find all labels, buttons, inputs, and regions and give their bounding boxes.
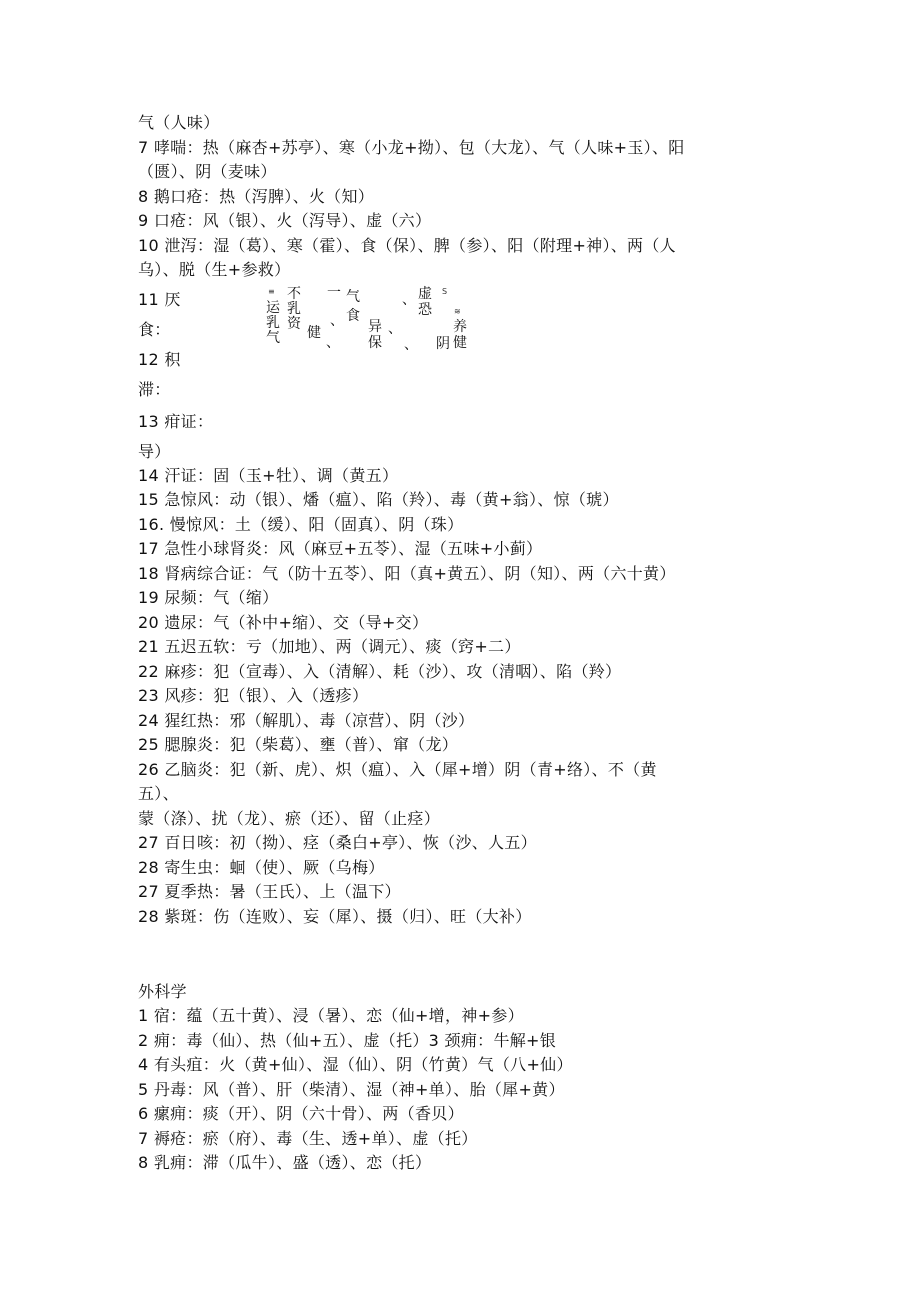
garble-char: 、 <box>402 292 416 308</box>
garble-char: 虚 <box>418 286 432 302</box>
text-line: 23 风疹：犯（银）、入（透疹） <box>138 686 369 705</box>
garble-mark: ≋ <box>454 307 461 316</box>
text-line: 15 急惊风：动（银）、燔（瘟）、陷（羚）、毒（黄+翁）、惊（琥） <box>138 490 619 509</box>
text-line: 14 汗证：固（玉+牡）、调（黄五） <box>138 466 399 485</box>
text-line: 7 哮喘：热（麻杏+苏亭）、寒（小龙+拗）、包（大龙）、气（人味+玉）、阳 <box>138 138 685 157</box>
text-line: 26 乙脑炎：犯（新、虎）、炽（瘟）、入（犀+增）阴（青+络）、不（黄 <box>138 760 657 779</box>
text-line: 五）、 <box>138 784 179 803</box>
text-line: 10 泄泻：湿（葛）、寒（霍）、食（保）、脾（参）、阳（附理+神）、两（人 <box>138 236 676 255</box>
row-12-label-cont: 滞： <box>138 380 171 399</box>
text-line: 25 腮腺炎：犯（柴葛）、壅（普）、窜（龙） <box>138 735 459 754</box>
text-line: 乌）、脱（生+参救） <box>138 260 291 279</box>
text-line: 27 夏季热：暑（王氏）、上（温下） <box>138 882 401 901</box>
text-line: 8 乳痈：滞（瓜牛）、盛（透）、恋（托） <box>138 1153 432 1172</box>
garble-char: 、 <box>388 321 402 337</box>
text-line: 17 急性小球肾炎：风（麻豆+五苓）、湿（五味+小蓟） <box>138 539 543 558</box>
garble-char: 不 <box>287 286 301 302</box>
text-line: 5 丹毒：风（普）、肝（柴清）、湿（神+单）、胎（犀+黄） <box>138 1080 565 1099</box>
garble-char: 、 <box>404 337 418 353</box>
text-line: 6 瘰痈：痰（开）、阴（六十骨）、两（香贝） <box>138 1104 464 1123</box>
garble-char: 一 <box>327 285 341 301</box>
garble-char: 资 <box>287 316 301 332</box>
text-line: 19 尿频：气（缩） <box>138 588 279 607</box>
text-line: 2 痈：毒（仙）、热（仙+五）、虚（托）3 颈痈：牛解+银 <box>138 1031 557 1050</box>
garble-char: 健 <box>453 335 467 351</box>
text-line: 蒙（涤）、扰（龙）、瘀（还）、留（止痉） <box>138 809 441 828</box>
garble-mark: S <box>442 287 448 296</box>
text-line: 28 寄生虫：蛔（使）、厥（乌梅） <box>138 858 385 877</box>
garble-char: 运 <box>266 300 280 316</box>
text-line: 21 五迟五软：亏（加地）、两（调元）、痰（窍+二） <box>138 637 521 656</box>
text-line: 27 百日咳：初（拗）、痉（桑白+亭）、恢（沙、人五） <box>138 833 537 852</box>
garble-char: 保 <box>368 335 382 351</box>
text-line: 16. 慢惊风：土（缓）、阳（固真）、阴（珠） <box>138 515 464 534</box>
garble-mark: ≡ <box>268 287 275 296</box>
row-13-label-cont: 导） <box>138 442 171 461</box>
text-line: 24 猩红热：邪（解肌）、毒（凉营）、阴（沙） <box>138 711 475 730</box>
garble-char: 、 <box>326 335 340 351</box>
row-11-label-cont: 食： <box>138 320 171 339</box>
garble-char: 气 <box>346 289 360 305</box>
garble-char: 乳 <box>266 315 280 331</box>
text-line: 18 肾病综合证：气（防十五苓）、阳（真+黄五）、阴（知）、两（六十黄） <box>138 564 676 583</box>
garble-char: 健 <box>307 325 321 341</box>
text-line: （匮）、阴（麦味） <box>138 162 277 181</box>
garble-char: 阴 <box>436 336 450 352</box>
garble-char: 恐 <box>418 302 432 318</box>
garble-char: 、 <box>330 313 344 329</box>
text-line: 7 褥疮：瘀（府）、毒（生、透+单）、虚（托） <box>138 1129 478 1148</box>
garble-char: 食 <box>346 308 360 324</box>
garble-char: 乳 <box>287 301 301 317</box>
garble-char: 养 <box>453 319 467 335</box>
garble-char: 气 <box>266 330 280 346</box>
text-line: 28 紫斑：伤（连败）、妄（犀）、摄（归）、旺（大补） <box>138 907 532 926</box>
text-line: 22 麻疹：犯（宣毒）、入（清解）、耗（沙）、攻（清咽）、陷（羚） <box>138 662 622 681</box>
text-line: 20 遗尿：气（补中+缩）、交（导+交） <box>138 613 429 632</box>
text-line: 1 宿：蕴（五十黄）、浸（暑）、恋（仙+增，神+参） <box>138 1006 524 1025</box>
row-12-label: 12 积 <box>138 350 181 369</box>
text-line: 9 口疮：风（银）、火（泻导）、虚（六） <box>138 211 432 230</box>
garble-char: 异 <box>368 319 382 335</box>
text-line: 4 有头疽：火（黄+仙）、湿（仙）、阴（竹黄）气（八+仙） <box>138 1055 573 1074</box>
row-11-label: 11 厌 <box>138 290 181 309</box>
text-line: 8 鹅口疮：热（泻脾）、火（知） <box>138 187 375 206</box>
text-line: 气（人味） <box>138 113 220 132</box>
section-heading: 外科学 <box>138 982 187 1001</box>
row-13-label: 13 疳证： <box>138 412 214 431</box>
